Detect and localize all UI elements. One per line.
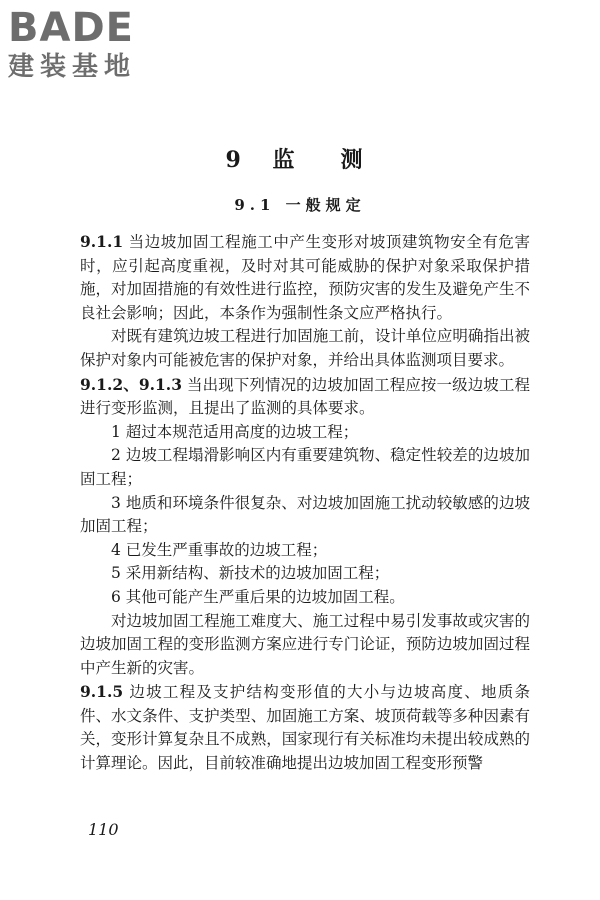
clause-number: 9.1.1 [80,232,124,251]
body-text [80,230,530,776]
clause-text: 边坡工程及支护结构变形值的大小与边坡高度、地质条件、水文条件、支护类型、加固施工方案、坡顶荷载等多种因素有关，变形计算复杂且不成熟，国家现行有关标准均未提出较成熟的计算理论。因此，目前较准确地提出边坡加固工程变形预警 [80,683,530,773]
paragraph: 对边坡加固工程施工难度大、施工过程中易引发事故或灾害的边坡加固工程的变形监测方案应进行专门论证，预防边坡加固过程中产生新的灾害。 [80,611,530,677]
list-item: 4 已发生严重事故的边坡工程； [111,540,328,559]
paragraph: 对既有建筑边坡工程进行加固施工前，设计单位应明确指出被保护对象内可能被危害的保护对象，并给出具体监测项目要求。 [80,327,530,369]
list-item: 5 采用新结构、新技术的边坡加固工程； [111,564,390,583]
page-number: 110 [88,820,119,839]
clause-9-1-1 [80,230,530,325]
clause-text: 当边坡加固工程施工中产生变形对坡顶建筑物安全有危害时，应引起高度重视，及时对其可能威胁的保护对象采取保护措施，对加固措施的有效性进行监控，预防灾害的发生及避免产生不良社会影响；因此，本条作为强制性条文应严格执行。 [80,233,530,322]
clause-9-1-2-9-1-3 [80,373,530,421]
list-item: 3 地质和环境条件很复杂、对边坡加固施工扰动较敏感的边坡加固工程； [80,493,530,536]
list-item: 6 其他可能产生严重后果的边坡加固工程。 [111,587,405,606]
clause-9-1-5 [80,680,530,775]
list-item: 1 超过本规范适用高度的边坡工程； [111,422,359,441]
logo-wordmark: BADE [8,5,134,51]
clause-text: 当出现下列情况的边坡加固工程应按一级边坡工程进行变形监测，且提出了监测的具体要求。 [80,375,530,418]
clause-number: 9.1.5 [80,682,124,702]
clause-number: 9.1.2、9.1.3 [80,374,182,394]
chapter-title: 9 监 测 [225,147,375,173]
section-title: 9.1 一般规定 [234,196,366,214]
list-item: 2 边坡工程塌滑影响区内有重要建筑物、稳定性较差的边坡加固工程； [80,446,530,488]
bade-logo [8,6,178,82]
logo-subtitle: 建装基地 [8,52,137,82]
